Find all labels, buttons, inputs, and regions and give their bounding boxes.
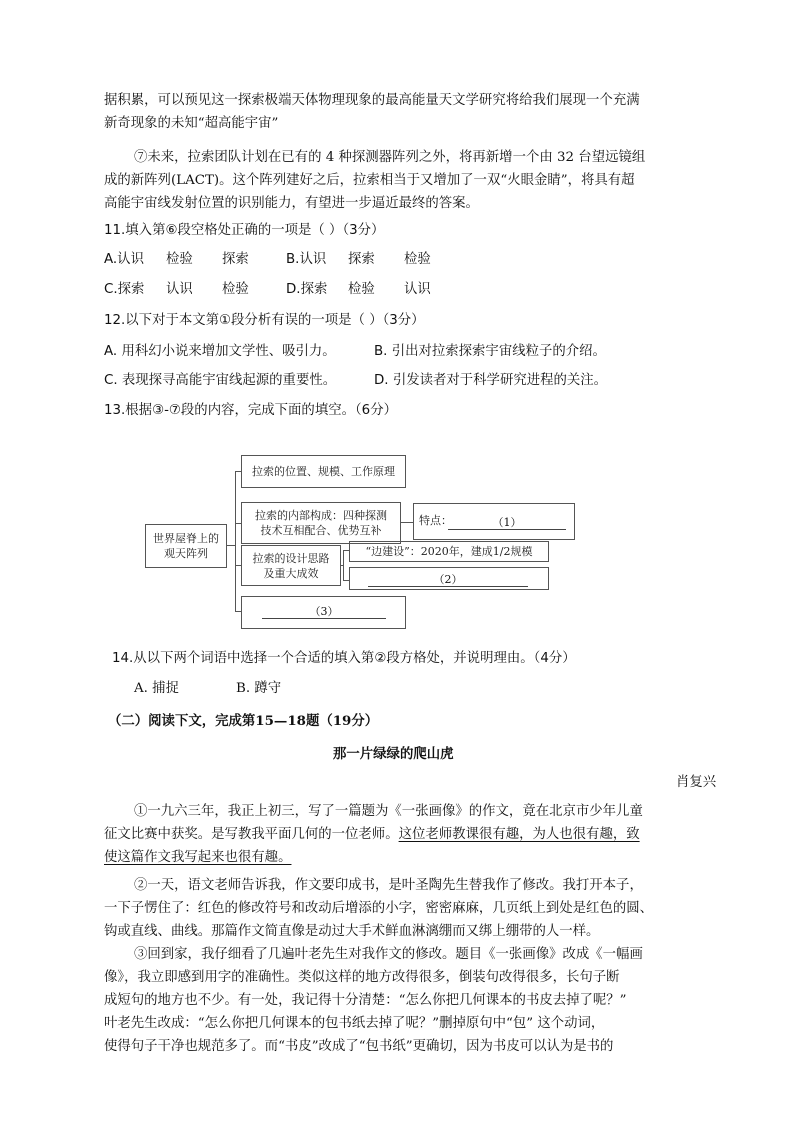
- article-paragraph-3-line: 叶老先生改成：“怎么你把几何课本的包书纸去掉了呢？”删掉原句中“包” 这个动词，: [104, 1016, 605, 1031]
- article-author: 肖复兴: [676, 775, 717, 790]
- diagram-branch-2: 拉索的内部构成：四种探测 技术互相配合、优势互补: [241, 502, 401, 544]
- question-12-option-c[interactable]: C. 表现探寻高能宇宙线起源的重要性。: [104, 373, 337, 388]
- question-12-option-b[interactable]: B. 引出对拉索探索宇宙线粒子的介绍。: [374, 344, 606, 359]
- question-11-option-a[interactable]: A.认识 检验 探索: [104, 252, 249, 267]
- diagram-branch-3: 拉索的设计思路 及重大成效: [241, 545, 341, 586]
- diagram-sub-box-1: “边建设”：2020年，建成1/2规模: [349, 541, 549, 562]
- section-2-heading: （二）阅读下文，完成第15—18题（19分）: [108, 713, 379, 729]
- question-14-option-a[interactable]: A. 捕捉: [134, 681, 179, 696]
- question-12-option-d[interactable]: D. 引发读者对于科学研究进程的关注。: [374, 373, 608, 388]
- article-paragraph-2-line: ②一天，语文老师告诉我，作文要印成书，是叶圣陶先生替我作了修改。我打开本子，: [134, 878, 643, 893]
- paragraph-7-line: ⑦未来，拉索团队计划在已有的 4 种探测器阵列之外，将再新增一个由 32 台望远镜组: [134, 150, 646, 165]
- question-12-stem: 12.以下对于本文第①段分析有误的一项是（ ）（3分）: [104, 313, 425, 328]
- answer-blank-1[interactable]: （1）: [448, 514, 566, 530]
- article-paragraph-1-line: ①一九六三年，我正上初三，写了一篇题为《一张画像》的作文，竟在北京市少年儿童: [134, 804, 643, 819]
- question-11-option-c[interactable]: C.探索 认识 检验: [104, 282, 249, 297]
- question-13-stem: 13.根据③-⑦段的内容，完成下面的填空。（6分）: [104, 403, 397, 418]
- article-paragraph-2-line: 一下子愣住了：红色的修改符号和改动后增添的小字，密密麻麻，几页纸上到处是红色的圆、: [104, 901, 654, 916]
- article-paragraph-3-line: 使得句子干净也规范多了。而“书皮”改成了“包书纸”更确切，因为书皮可以认为是书的: [104, 1039, 614, 1054]
- article-paragraph-2-line: 钩或直线、曲线。那篇作文简直像是动过大手术鲜血淋漓绷而又绑上绷带的人一样。: [104, 924, 600, 939]
- question-14-stem: 14.从以下两个词语中选择一个合适的填入第②段方格处，并说明理由。（4分）: [112, 651, 576, 666]
- question-11-stem: 11.填入第⑥段空格处正确的一项是（ ）（3分）: [104, 223, 385, 238]
- paragraph-7-line: 高能宇宙线发射位置的识别能力，有望进一步逼近最终的答案。: [104, 196, 479, 211]
- diagram-connector: [401, 522, 413, 523]
- diagram-branch-1: 拉索的位置、规模、工作原理: [241, 455, 406, 488]
- question-11-option-b[interactable]: B.认识 探索 检验: [286, 252, 431, 267]
- passage-line: 新奇现象的未知“超高能宇宙”: [104, 116, 279, 131]
- article-title: 那一片绿绿的爬山虎: [333, 746, 454, 762]
- passage-line: 据积累，可以预见这一探索极端天体物理现象的最高能量天文学研究将给我们展现一个充满: [104, 93, 640, 108]
- underlined-sentence: 使这篇作文我写起来也很有趣。: [104, 850, 292, 865]
- article-paragraph-3-line: 成短句的地方也不少。有一处，我记得十分清楚：“怎么你把几何课本的书皮去掉了呢？”: [104, 993, 627, 1008]
- answer-blank-2[interactable]: （2）: [368, 571, 528, 587]
- question-12-option-a[interactable]: A. 用科幻小说来增加文学性、吸引力。: [104, 344, 336, 359]
- article-paragraph-3-line: 像》，我立即感到用字的准确性。类似这样的地方改得很多，倒装句改得很多，长句子断: [104, 970, 620, 985]
- article-paragraph-1-line: 征文比赛中获奖。是写教我平面几何的一位老师。这位老师教课很有趣，为人也很有趣，致: [104, 827, 640, 842]
- question-11-option-d[interactable]: D.探索 检验 认识: [286, 282, 431, 297]
- diagram-connector: [343, 550, 344, 581]
- question-14-option-b[interactable]: B. 蹲守: [236, 681, 282, 696]
- diagram-root-box: 世界屋脊上的 观天阵列: [145, 524, 227, 568]
- answer-blank-3[interactable]: （3）: [262, 603, 386, 619]
- diagram-connector: [235, 471, 236, 612]
- underlined-sentence: 这位老师教课很有趣，为人也很有趣，致: [398, 827, 640, 842]
- diagram-trait-box: 特点：: [413, 503, 575, 540]
- article-paragraph-3-line: ③回到家，我仔细看了几遍叶老先生对我作文的修改。题目《一张画像》改成《一幅画: [134, 947, 643, 962]
- paragraph-7-line: 成的新阵列(LACT)。这个阵列建好之后，拉索相当于又增加了一双“火眼金睛”，将具有超: [104, 173, 635, 188]
